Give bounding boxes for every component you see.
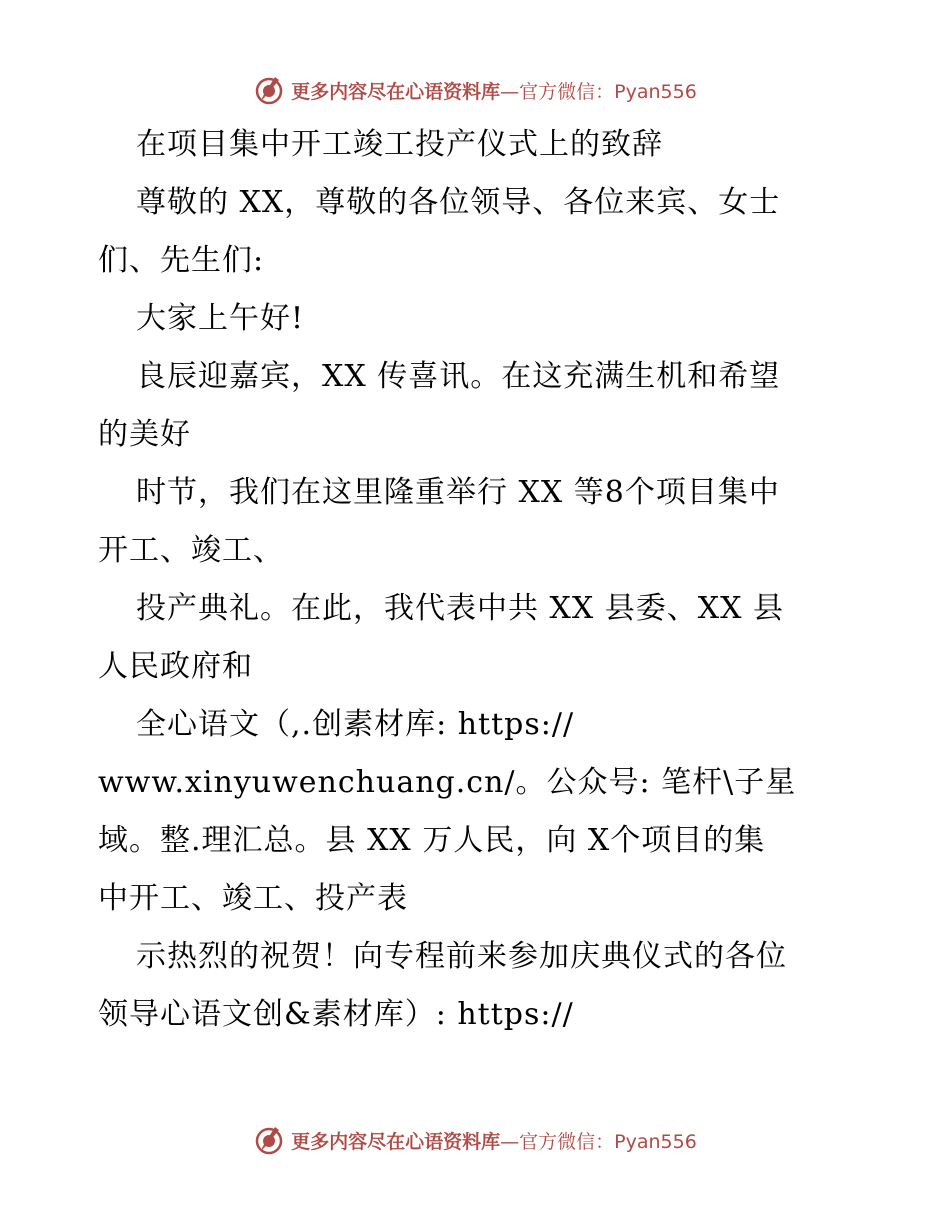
paragraph-line: 开工、竣工、 [98,533,284,568]
paragraph-line: 良辰迎嘉宾，XX 传喜讯。在这充满生机和希望 [136,359,781,394]
watermark-site-text: 更多内容尽在心语资料库 [291,80,501,103]
document-title: 在项目集中开工竣工投产仪式上的致辞 [136,127,663,162]
watermark-site-text: 更多内容尽在心语资料库 [291,1130,501,1153]
header-watermark [0,70,950,110]
paragraph-line: 的美好 [98,417,191,452]
paragraph-line: 域。整.理汇总。县 XX 万人民，向 X个项目的集 [98,823,766,858]
paragraph-line: 中开工、竣工、投产表 [98,881,408,916]
watermark-wechat-text: —官方微信：Pyan556 [500,1130,697,1153]
watermark-wechat-text: —官方微信：Pyan556 [500,80,697,103]
paragraph-line: 领导心语文创&素材库）: https:// [98,997,574,1032]
paragraph-line: www.xinyuwenchuang.cn/。公众号: 笔杆\子星 [98,765,797,800]
paragraph-line: 投产典礼。在此，我代表中共 XX 县委、XX 县 [136,591,785,626]
paragraph-line: 时节，我们在这里隆重举行 XX 等8个项目集中 [136,475,780,510]
paragraph-line: 全心语文（,.创素材库: https:// [136,707,575,742]
paragraph-line: 人民政府和 [98,649,253,684]
quill-logo-icon [253,1124,285,1156]
footer-watermark [0,1120,950,1160]
paragraph-line: 大家上午好! [136,301,305,336]
quill-logo-icon [253,74,285,106]
paragraph-line: 们、先生们: [98,243,265,278]
paragraph-line: 尊敬的 XX，尊敬的各位领导、各位来宾、女士 [136,185,781,220]
paragraph-line: 示热烈的祝贺！向专程前来参加庆典仪式的各位 [136,939,787,974]
document-body [98,116,858,1044]
